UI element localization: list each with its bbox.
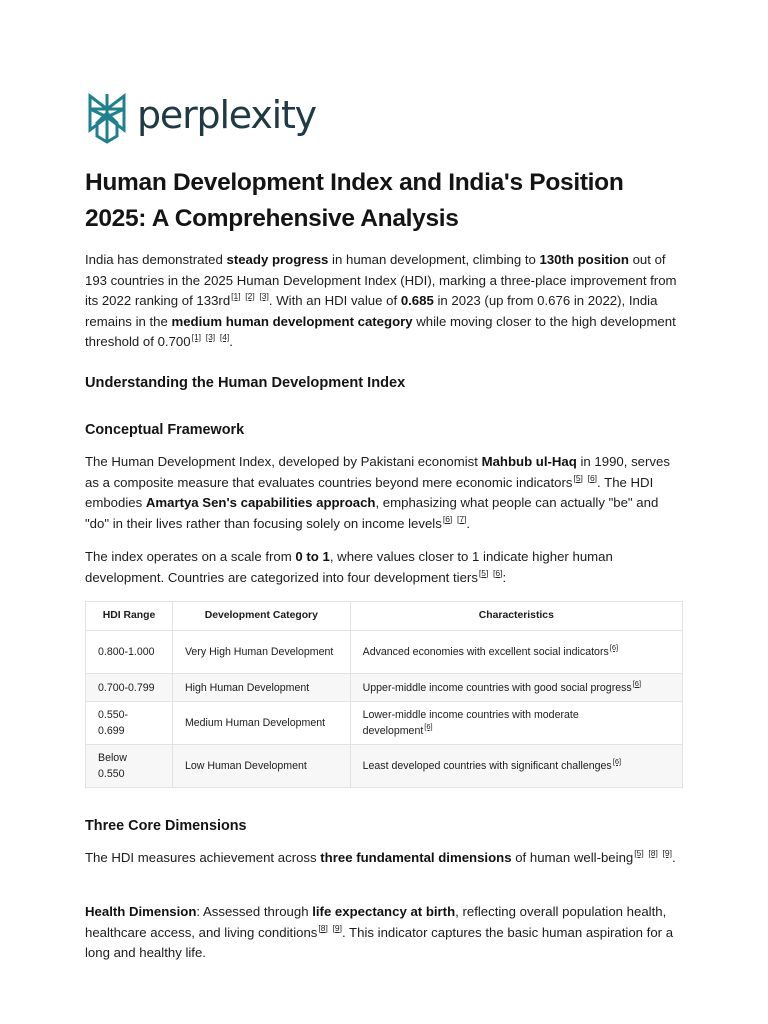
citation-link[interactable]: [6] [612,757,622,766]
category-cell: Very High Human Development [172,631,350,674]
citation-link[interactable]: [8] [318,922,328,933]
perplexity-mark-icon [85,92,129,144]
citation-link[interactable]: [2] [245,291,255,301]
perplexity-logo [85,92,316,144]
citation-link[interactable]: [1] [231,291,241,301]
characteristics-cell: Upper-middle income countries with good social progress[6] [350,674,682,702]
hdi-range-cell: 0.550-0.699 [86,702,173,745]
citation-link[interactable]: [5] [573,472,583,483]
dimensions-paragraph: The HDI measures achievement across three fundamental dimensions of human well-being[5] [8] [9]. [85,848,676,865]
column-header: Characteristics [350,602,682,631]
citation-link[interactable]: [8] [648,848,658,858]
category-cell: High Human Development [172,674,350,702]
characteristics-cell: Lower-middle income countries with moderate development[6] [350,702,682,745]
table-row [86,674,683,702]
citation-link[interactable]: [6] [442,513,453,524]
hdi-categories-table [85,601,683,788]
subsection-heading: Three Core Dimensions [85,818,247,834]
citation-link[interactable]: [4] [219,332,230,342]
characteristics-cell: Least developed countries with significant challenges[6] [350,745,682,788]
column-header: Development Category [172,602,350,631]
citation-link[interactable]: [3] [205,332,216,342]
framework-paragraph: The Human Development Index, developed by Pakistani economist Mahbub ul-Haq in 1990, serves as a composite measure that evaluates countries beyond mere economic indicators[5] [6]. The HDI embodies Amartya Sen's capabilities approach, emphasizing what people can actually "be" and "do" in their lives rather than focusing solely on income levels[6] [7]. [85,454,670,531]
citation-link[interactable]: [5] [634,848,644,858]
characteristics-cell: Advanced economies with excellent social indicators[6] [350,631,682,674]
hdi-range-cell: 0.800-1.000 [86,631,173,674]
citation-link[interactable]: [9] [662,848,672,858]
citation-link[interactable]: [5] [478,567,489,578]
category-cell: Low Human Development [172,745,350,788]
health-dimension-paragraph: Health Dimension: Assessed through life expectancy at birth, reflecting overall population health, healthcare access, and living conditions[8] [9]. This indicator captures the basic human aspiration for a long and healthy life. [85,904,674,960]
citation-link[interactable]: [9] [332,922,342,933]
hdi-range-cell: 0.700-0.799 [86,674,173,702]
table-row [86,702,683,745]
hdi-range-cell: Below 0.550 [86,745,173,788]
intro-paragraph: India has demonstrated steady progress in human development, climbing to 130th position out of 193 countries in the 2025 Human Development Index (HDI), marking a three-place improvement from its 2022 ranking of 133rd[1] [2] [3]. With an HDI value of 0.685 in 2023 (up from 0.676 in 2022), India remains in the medium human development category while moving closer to the high development threshold of 0.700[1] [3] [4]. [85,252,677,349]
brand-name: perplexity [137,93,316,137]
citation-link[interactable]: [3] [259,291,269,301]
subsection-heading: Conceptual Framework [85,422,245,438]
citation-link[interactable]: [1] [191,332,202,342]
page-title: Human Development Index and India's Position 2025: A Comprehensive Analysis [85,169,624,232]
scale-paragraph: The index operates on a scale from 0 to 1, where values closer to 1 indicate higher human development. Countries are categorized into four development tiers[5] [6]: [85,549,613,585]
citation-link[interactable]: [6] [609,643,619,652]
citation-link[interactable]: [6] [632,678,642,688]
column-header: HDI Range [86,602,173,631]
citation-link[interactable]: [6] [424,722,433,731]
citation-link[interactable]: [6] [493,567,503,578]
table-header-row [86,602,683,631]
table-row [86,631,683,674]
citation-link[interactable]: [7] [456,513,467,524]
citation-link[interactable]: [6] [587,472,598,483]
section-heading: Understanding the Human Development Index [85,375,406,391]
table-row [86,745,683,788]
category-cell: Medium Human Development [172,702,350,745]
